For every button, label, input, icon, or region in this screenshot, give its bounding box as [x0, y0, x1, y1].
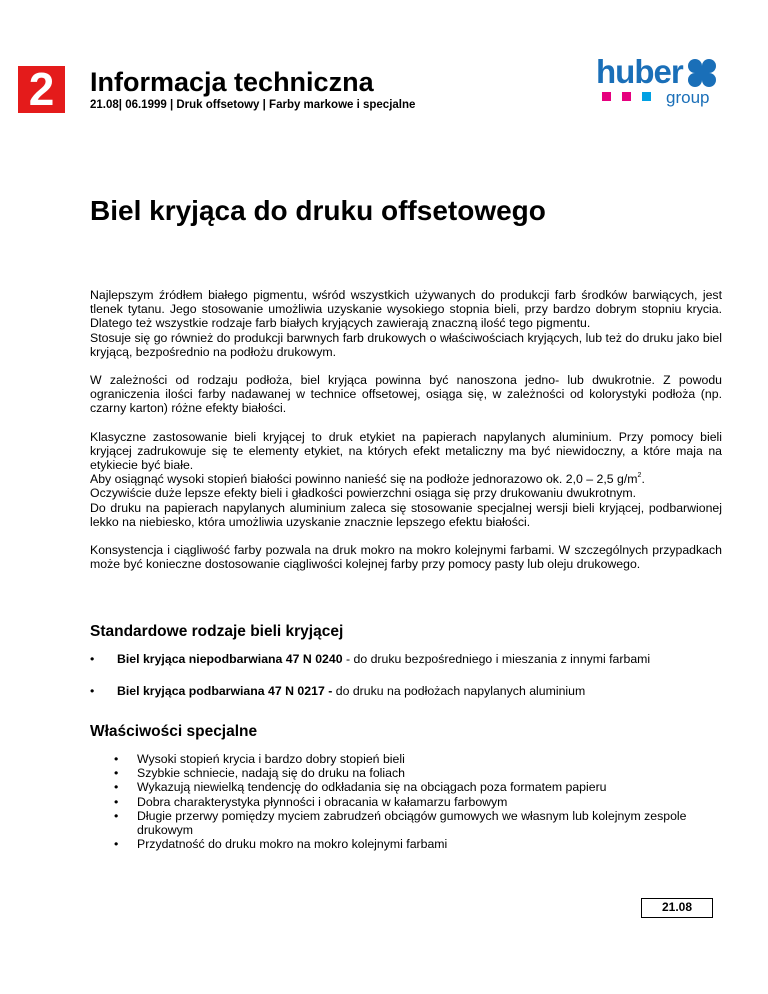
list-item: • Przydatność do druku mokro na mokro kolejnymi farbami — [114, 837, 714, 851]
logo-square-1 — [602, 92, 611, 101]
paragraph-2: W zależności od rodzaju podłoża, biel kryjąca powinna być nanoszona jedno- lub dwukrotnie. Z powodu ograniczenia ilości farby nadawanej w technice offsetowej, osiąga się, w zależności od kolorystyki podłoża (np. czarny karton) różne efekty białości. — [90, 373, 722, 416]
list-item: • Wykazują niewielką tendencję do odkładania się na obciągach poza formatem papieru — [114, 780, 714, 794]
paragraph-3: Klasyczne zastosowanie bieli kryjącej to druk etykiet na papierach napylanych aluminium. Przy pomocy bieli kryjącej zadrukowuje się te elementy etykiet, na których efekt metaliczny ma być niewidoczny, a które maja na etykiecie być białe. Aby osiągnąć wysoki stopień białości powinno nanieść się na podłoże jednorazowo ok. 2,0 – 2,5 $g/m^2$. Oczywiście duże lepsze efekty bieli i gładkości powierzchni osiąga się przy drukowaniu dwukrotnym. Do druku na papierach napylanych aluminium zaleca się stosowanie specjalnej wersji bieli kryjącej, podbarwionej lekko na niebiesko, która umożliwia uzyskanie znacznie lepszego efektu białości. — [90, 429, 722, 529]
standard-types-list — [90, 652, 722, 716]
huber-group-logo — [596, 52, 722, 110]
logo-square-3 — [642, 92, 651, 101]
clover-icon — [686, 57, 718, 89]
list-item: • Biel kryjąca niepodbarwiana 47 N 0240 - do druku bezpośredniego i mieszania z innymi farbami — [90, 652, 722, 666]
logo-wordmark: huber — [596, 53, 683, 90]
body-text — [90, 288, 722, 585]
paragraph-4: Konsystencja i ciągliwość farby pozwala na druk mokro na mokro kolejnymi farbami. W szczególnych przypadkach może być konieczne dostosowanie ciągliwości kolejnej farby przy pomocy pasty lub oleju drukowego. — [90, 543, 722, 572]
section-number-badge: 2 — [18, 66, 65, 113]
header-subtitle: 21.08| 06.1999 | Druk offsetowy | Farby markowe i specjalne — [90, 99, 416, 111]
paragraph-1: Najlepszym źródłem białego pigmentu, wśród wszystkich używanych do produkcji farb środków barwiących, jest tlenek tytanu. Jego stosowanie umożliwia uzyskanie wysokiego stopnia bieli, przy bardzo dobrym stopniu krycia. Dlatego też wszystkie rodzaje farb białych kryjących zawierają znaczną ilość tego pigmentu. Stosuje się go również do produkcji barwnych farb drukowych o właściwościach kryjących, lub też do druku jako biel kryjącą, bezpośrednio na podłożu drukowym. — [90, 288, 722, 359]
header-title: Informacja techniczna — [90, 67, 374, 97]
unit-superscript: 2 — [637, 472, 642, 480]
logo-group-text: group — [666, 88, 710, 107]
list-item: • Szybkie schniecie, nadają się do druku na foliach — [114, 766, 714, 780]
list-item: • Długie przerwy pomiędzy myciem zabrudzeń obciągów gumowych we własnym lub kolejnym zespole drukowym — [114, 809, 714, 837]
footer-code-box: 21.08 — [641, 898, 713, 918]
logo-square-2 — [622, 92, 631, 101]
list-item: • Wysoki stopień krycia i bardzo dobry stopień bieli — [114, 752, 714, 766]
special-section-title: Właściwości specjalne — [90, 723, 258, 740]
document-title: Biel kryjąca do druku offsetowego — [90, 195, 546, 226]
list-item: • Biel kryjąca podbarwiana 47 N 0217 - do druku na podłożach napylanych aluminium — [90, 684, 722, 698]
special-properties-list — [114, 752, 714, 851]
list-item: • Dobra charakterystyka płynności i obracania w kałamarzu farbowym — [114, 795, 714, 809]
standard-section-title: Standardowe rodzaje bieli kryjącej — [90, 623, 344, 640]
